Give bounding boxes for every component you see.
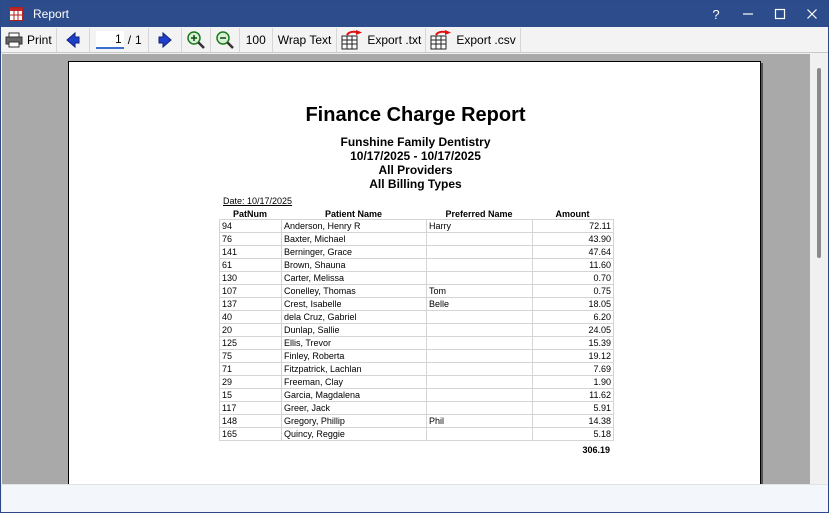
- amount-cell: 5.91: [533, 402, 614, 415]
- preferred-name-cell: [427, 311, 533, 324]
- patient-name-cell: Berninger, Grace: [282, 246, 427, 259]
- preferred-name-cell: [427, 402, 533, 415]
- patient-name-cell: Gregory, Phillip: [282, 415, 427, 428]
- report-title: Finance Charge Report: [305, 104, 526, 126]
- date-range: 10/17/2025 - 10/17/2025: [350, 149, 481, 163]
- patient-name-cell: Carter, Melissa: [282, 272, 427, 285]
- column-header-preferred-name: Preferred Name: [445, 209, 513, 219]
- window-title: Report: [33, 7, 70, 21]
- zoom-out-icon: [215, 30, 235, 50]
- export-csv-button[interactable]: [426, 28, 520, 52]
- patient-name-cell: Dunlap, Sallie: [282, 324, 427, 337]
- table-row: [220, 324, 614, 337]
- preferred-name-cell: [427, 428, 533, 441]
- patient-name-cell: Crest, Isabelle: [282, 298, 427, 311]
- next-page-button[interactable]: [149, 28, 182, 52]
- amount-cell: 1.90: [533, 376, 614, 389]
- table-row: [220, 298, 614, 311]
- table-row: [220, 311, 614, 324]
- patient-name-cell: Freeman, Clay: [282, 376, 427, 389]
- preferred-name-cell: [427, 389, 533, 402]
- preferred-name-cell: [427, 233, 533, 246]
- patnum-cell: 29: [220, 376, 282, 389]
- patient-name-cell: Ellis, Trevor: [282, 337, 427, 350]
- patnum-cell: 165: [220, 428, 282, 441]
- toolbar: [1, 27, 828, 53]
- help-button[interactable]: ?: [712, 6, 720, 22]
- minimize-icon: [742, 8, 754, 20]
- amount-cell: 24.05: [533, 324, 614, 337]
- patnum-cell: 125: [220, 337, 282, 350]
- export-txt-label: Export .txt: [367, 32, 422, 47]
- amount-cell: 47.64: [533, 246, 614, 259]
- patnum-cell: 130: [220, 272, 282, 285]
- export-spreadsheet-icon: [430, 30, 452, 50]
- patnum-cell: 137: [220, 298, 282, 311]
- billing-types-filter: All Billing Types: [369, 177, 462, 191]
- column-header-amount: Amount: [555, 209, 590, 219]
- amount-cell: 0.70: [533, 272, 614, 285]
- zoom-in-button[interactable]: [182, 28, 211, 52]
- preferred-name-cell: Harry: [427, 220, 533, 233]
- amount-cell: 14.38: [533, 415, 614, 428]
- previous-page-button[interactable]: [57, 28, 90, 52]
- title-bar: [1, 1, 828, 27]
- preferred-name-cell: [427, 376, 533, 389]
- date-group-label: Date: 10/17/2025: [223, 196, 293, 206]
- amount-cell: 11.62: [533, 389, 614, 402]
- page-navigator: [90, 28, 149, 52]
- table-row: [220, 402, 614, 415]
- amount-cell: 11.60: [533, 259, 614, 272]
- practice-name: Funshine Family Dentistry: [340, 135, 491, 149]
- amount-cell: 72.11: [533, 220, 614, 233]
- patient-name-cell: dela Cruz, Gabriel: [282, 311, 427, 324]
- preferred-name-cell: [427, 246, 533, 259]
- print-label: Print: [27, 32, 52, 47]
- print-button[interactable]: [1, 28, 57, 52]
- patnum-cell: 20: [220, 324, 282, 337]
- patient-name-cell: Anderson, Henry R: [282, 220, 427, 233]
- patnum-cell: 15: [220, 389, 282, 402]
- export-csv-label: Export .csv: [456, 32, 516, 47]
- patnum-cell: 148: [220, 415, 282, 428]
- amount-cell: 7.69: [533, 363, 614, 376]
- amount-cell: 0.75: [533, 285, 614, 298]
- patnum-cell: 71: [220, 363, 282, 376]
- preferred-name-cell: [427, 324, 533, 337]
- amount-cell: 15.39: [533, 337, 614, 350]
- arrow-left-icon: [65, 32, 81, 48]
- column-header-patient-name: Patient Name: [324, 209, 383, 219]
- patnum-cell: 117: [220, 402, 282, 415]
- maximize-button[interactable]: [764, 1, 796, 27]
- amount-cell: 5.18: [533, 428, 614, 441]
- amount-total: 306.19: [582, 445, 610, 455]
- table-row: [220, 272, 614, 285]
- preferred-name-cell: [427, 259, 533, 272]
- preferred-name-cell: [427, 350, 533, 363]
- maximize-icon: [774, 8, 786, 20]
- scrollbar-thumb[interactable]: [817, 68, 821, 258]
- patient-name-cell: Finley, Roberta: [282, 350, 427, 363]
- status-strip: [2, 484, 828, 512]
- preferred-name-cell: Belle: [427, 298, 533, 311]
- close-icon: [806, 8, 818, 20]
- amount-cell: 18.05: [533, 298, 614, 311]
- table-row: [220, 363, 614, 376]
- app-grid-icon: [9, 7, 23, 21]
- preferred-name-cell: [427, 272, 533, 285]
- table-row: [220, 246, 614, 259]
- table-row: [220, 415, 614, 428]
- table-row: [220, 220, 614, 233]
- patnum-cell: 61: [220, 259, 282, 272]
- patient-name-cell: Greer, Jack: [282, 402, 427, 415]
- patnum-cell: 76: [220, 233, 282, 246]
- providers-filter: All Providers: [378, 163, 453, 177]
- zoom-in-icon: [186, 30, 206, 50]
- patient-name-cell: Conelley, Thomas: [282, 285, 427, 298]
- arrow-right-icon: [157, 32, 173, 48]
- zoom-100-button[interactable]: 100: [240, 28, 273, 52]
- close-button[interactable]: [796, 1, 828, 27]
- patnum-cell: 107: [220, 285, 282, 298]
- report-page: [68, 61, 761, 484]
- minimize-button[interactable]: [732, 1, 764, 27]
- table-row: [220, 376, 614, 389]
- export-spreadsheet-icon: [341, 30, 363, 50]
- page-number-input[interactable]: [96, 31, 124, 49]
- patnum-cell: 141: [220, 246, 282, 259]
- patnum-cell: 40: [220, 311, 282, 324]
- page-total: 1: [135, 32, 142, 47]
- report-viewer: [2, 54, 810, 484]
- patnum-cell: 75: [220, 350, 282, 363]
- table-row: [220, 350, 614, 363]
- preferred-name-cell: Phil: [427, 415, 533, 428]
- table-row: [220, 337, 614, 350]
- table-row: [220, 233, 614, 246]
- wrap-text-button[interactable]: Wrap Text: [273, 28, 338, 52]
- patient-name-cell: Baxter, Michael: [282, 233, 427, 246]
- amount-cell: 19.12: [533, 350, 614, 363]
- preferred-name-cell: [427, 363, 533, 376]
- amount-cell: 6.20: [533, 311, 614, 324]
- patient-name-cell: Quincy, Reggie: [282, 428, 427, 441]
- preferred-name-cell: [427, 337, 533, 350]
- amount-cell: 43.90: [533, 233, 614, 246]
- column-header-patnum: PatNum: [232, 209, 267, 219]
- table-row: [220, 285, 614, 298]
- vertical-scrollbar[interactable]: [810, 54, 828, 484]
- patnum-cell: 94: [220, 220, 282, 233]
- table-row: [220, 428, 614, 441]
- patient-name-cell: Brown, Shauna: [282, 259, 427, 272]
- preferred-name-cell: Tom: [427, 285, 533, 298]
- finance-charge-table: [219, 219, 614, 441]
- patient-name-cell: Fitzpatrick, Lachlan: [282, 363, 427, 376]
- zoom-out-button[interactable]: [211, 28, 240, 52]
- patient-name-cell: Garcia, Magdalena: [282, 389, 427, 402]
- table-row: [220, 389, 614, 402]
- table-row: [220, 259, 614, 272]
- page-separator: /: [127, 32, 132, 47]
- printer-icon: [5, 32, 23, 48]
- export-txt-button[interactable]: [337, 28, 426, 52]
